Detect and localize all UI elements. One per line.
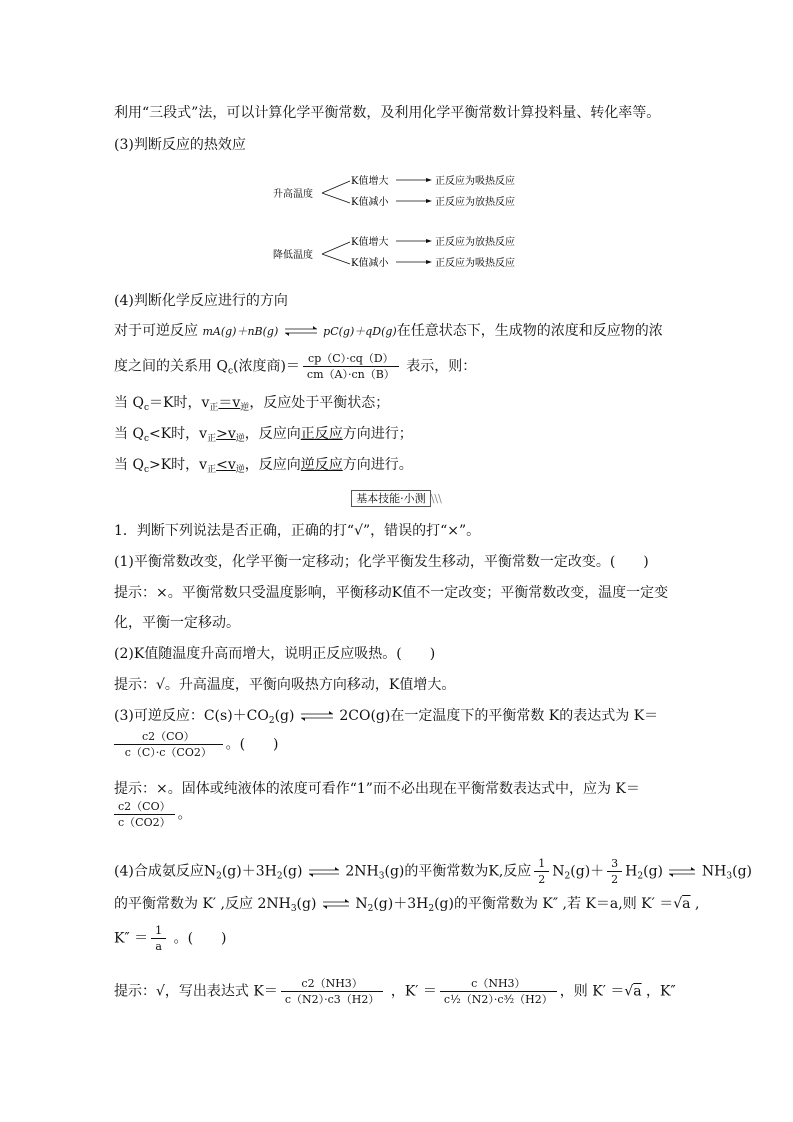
- text: ，则 K′ ＝: [559, 983, 625, 1000]
- diagram-raise-temp: 升高温度: [273, 189, 313, 200]
- diagram-endo-1: 正反应为吸热反应: [435, 176, 515, 187]
- sub: 2: [367, 904, 374, 914]
- answer-1-1-line1: 提示：×。平衡常数只受温度影响，平衡移动K值不一定改变；平衡常数改变，温度一定变: [114, 585, 669, 601]
- heading-heat-effect: (3)判断反应的热效应: [114, 137, 246, 153]
- text: 表示，则：: [401, 358, 477, 375]
- numerator: 1: [151, 924, 166, 939]
- equilibrium-arrow-icon: [299, 711, 335, 721]
- text: (g): [643, 863, 663, 880]
- text: ＝K时，v: [148, 395, 210, 411]
- numerator: c2（CO）: [114, 800, 175, 815]
- question-1: 1．判断下列说法是否正确，正确的打“√”，错误的打“×”。: [114, 523, 481, 539]
- text: 。( ): [169, 930, 227, 947]
- text: (g)的平衡常数为K,反应: [384, 863, 532, 880]
- question-1-4-line1: [114, 857, 752, 886]
- sub: c: [143, 465, 149, 475]
- question-1-3-fraction-line: [114, 730, 279, 759]
- denominator: 2: [538, 873, 546, 886]
- sub: 逆: [240, 403, 250, 413]
- text: 方向进行；: [342, 426, 413, 442]
- text: 当 Q: [114, 457, 144, 473]
- denominator: c（N2）·c3（H2）: [284, 993, 380, 1006]
- text: N: [552, 863, 565, 880]
- text: (浓度商)＝: [232, 358, 300, 375]
- numerator: c（NH3）: [440, 977, 557, 992]
- condition-less: [114, 425, 413, 448]
- sub: 3: [726, 871, 733, 882]
- three-halves-fraction: [607, 857, 622, 886]
- banner-label: 基本技能·小测: [351, 490, 431, 507]
- k-nh3-fraction: [281, 977, 384, 1006]
- sub: c: [143, 434, 149, 444]
- question-1-3: [114, 707, 658, 730]
- text: 正反应: [300, 426, 343, 442]
- sub: 3: [378, 871, 385, 882]
- text: (g): [296, 896, 317, 912]
- text: N: [355, 896, 368, 912]
- sub: 正: [207, 465, 217, 475]
- heading-direction: (4)判断化学反应进行的方向: [114, 293, 288, 309]
- text: ,: [690, 896, 700, 912]
- sub: 3: [290, 904, 297, 914]
- condition-equal: [114, 394, 389, 417]
- sqrt-icon: √: [624, 983, 634, 1000]
- diagram-k-up-1: K值增大: [351, 176, 389, 187]
- text: 。( ): [225, 736, 279, 753]
- numerator: c2（NH3）: [281, 977, 384, 992]
- text: (g): [732, 863, 752, 880]
- text: (g)＋: [570, 863, 605, 880]
- diagram-k-down-2: K值减小: [351, 258, 389, 269]
- text: (g)＋3H: [373, 896, 429, 912]
- k-correct-fraction: [114, 800, 175, 829]
- diagram-k-up-2: K值增大: [351, 237, 389, 248]
- sqrt-value: a: [682, 896, 691, 912]
- denominator: c（C）·c（CO2）: [124, 746, 212, 759]
- question-1-2: (2)K值随温度升高而增大，说明正反应吸热。( ): [114, 646, 436, 662]
- text: (3)可逆反应：C(s)＋CO: [114, 708, 269, 724]
- diagram-exo-1: 正反应为放热反应: [435, 197, 515, 208]
- sub: 2: [564, 871, 571, 882]
- text: 提示：√，写出表达式 K＝: [114, 983, 278, 1000]
- half-fraction: [534, 857, 549, 886]
- text: 。: [177, 806, 192, 823]
- text: ，反应向: [244, 457, 301, 473]
- text: H: [625, 863, 638, 880]
- denominator: c½（N2）·c³⁄₂（H2）: [443, 993, 553, 1006]
- numerator: c2（CO）: [114, 730, 223, 745]
- text: 在任意状态下，生成物的浓度和反应物的浓: [396, 323, 663, 339]
- text: K″ ＝: [114, 930, 149, 947]
- equilibrium-arrow-icon: [321, 899, 351, 909]
- diagram-exo-2: 正反应为放热反应: [435, 237, 515, 248]
- text: 的平衡常数为 K′ ,反应 2NH: [114, 896, 291, 912]
- sub: c: [143, 403, 149, 413]
- section-banner: [0, 490, 793, 506]
- sub: 逆: [235, 434, 245, 444]
- question-1-4-line3: [114, 924, 227, 953]
- eq-right: pC(g)＋qD(g): [323, 325, 397, 338]
- denominator: cm（A）·cn（B）: [306, 368, 395, 381]
- text: 度之间的关系用 Q: [114, 358, 228, 375]
- sub: 正: [209, 403, 219, 413]
- equilibrium-arrow-icon: [667, 867, 697, 877]
- text: >K时，v: [148, 457, 208, 473]
- text: <K时，v: [148, 426, 208, 442]
- sub: 2: [637, 871, 644, 882]
- equilibrium-arrow-icon: [307, 867, 341, 877]
- text: (g): [282, 863, 303, 880]
- k-expression-fraction: [114, 730, 223, 759]
- text: (g): [274, 708, 295, 724]
- text: ＝v: [218, 395, 241, 411]
- diagram-lower-temp: 降低温度: [273, 250, 313, 261]
- eq-left: mA(g)＋nB(g): [202, 325, 279, 338]
- one-over-a-fraction: [151, 924, 166, 953]
- sub: 2: [268, 716, 275, 726]
- para-reaction-quotient: [114, 352, 476, 381]
- para-reversible-reaction: [114, 322, 663, 341]
- sqrt-icon: √: [673, 896, 683, 912]
- text: (g)的平衡常数为 K″ ,若 K＝a,则 K′ ＝: [434, 896, 674, 912]
- text: (g)＋3H: [221, 863, 277, 880]
- text: 2NH: [345, 863, 379, 880]
- text: (4)合成氨反应N: [114, 863, 217, 880]
- text: ，K′ ＝: [386, 983, 437, 1000]
- answer-1-3: 提示：×。固体或纯液体的浓度可看作“1”而不必出现在平衡常数表达式中，应为 K＝: [114, 781, 640, 797]
- sub: 逆: [235, 465, 245, 475]
- numerator: 3: [607, 857, 622, 872]
- text: 2CO(g)在一定温度下的平衡常数 K的表达式为 K＝: [339, 708, 659, 724]
- denominator: c（CO2）: [118, 816, 171, 829]
- sub: c: [227, 366, 233, 377]
- text: NH: [701, 863, 727, 880]
- sqrt-value: a: [633, 983, 642, 1000]
- text: ，反应处于平衡状态；: [249, 395, 390, 411]
- sub: 2: [428, 904, 435, 914]
- diagram-endo-2: 正反应为吸热反应: [435, 258, 515, 269]
- question-1-1: (1)平衡常数改变，化学平衡一定移动；化学平衡发生移动，平衡常数一定改变。( ): [114, 554, 649, 570]
- sub: 正: [207, 434, 217, 444]
- denominator: 2: [611, 873, 619, 886]
- condition-greater: [114, 456, 413, 479]
- text: 当 Q: [114, 426, 144, 442]
- text: <v: [216, 457, 236, 473]
- text: ，K″: [641, 983, 676, 1000]
- sub: 2: [216, 871, 222, 882]
- question-1-4-line2: [114, 895, 699, 918]
- sub: 2: [276, 871, 283, 882]
- quotient-fraction: [303, 352, 399, 381]
- answer-1-2: 提示：√。升高温度，平衡向吸热方向移动，K值增大。: [114, 677, 456, 693]
- numerator: cp（C）·cq（D）: [303, 352, 399, 367]
- text: ，反应向: [244, 426, 301, 442]
- denominator: a: [155, 940, 162, 953]
- heat-effect-diagram: [260, 165, 550, 275]
- text: 对于可逆反应: [114, 323, 203, 339]
- intro-line: 利用“三段式”法，可以计算化学平衡常数，及利用化学平衡常数计算投料量、转化率等。: [114, 105, 661, 121]
- text: 逆反应: [300, 457, 343, 473]
- diagram-k-down-1: K值减小: [351, 197, 389, 208]
- text: 当 Q: [114, 395, 144, 411]
- answer-1-3-fraction-line: [114, 800, 192, 829]
- banner-decoration: \\\: [430, 492, 442, 505]
- text: >v: [216, 426, 236, 442]
- k-prime-fraction: [440, 977, 557, 1006]
- numerator: 1: [534, 857, 549, 872]
- answer-1-4: [114, 977, 676, 1006]
- answer-1-1-line2: 化，平衡一定移动。: [114, 615, 240, 631]
- equilibrium-arrow-icon: [283, 326, 319, 336]
- text: 方向进行。: [342, 457, 413, 473]
